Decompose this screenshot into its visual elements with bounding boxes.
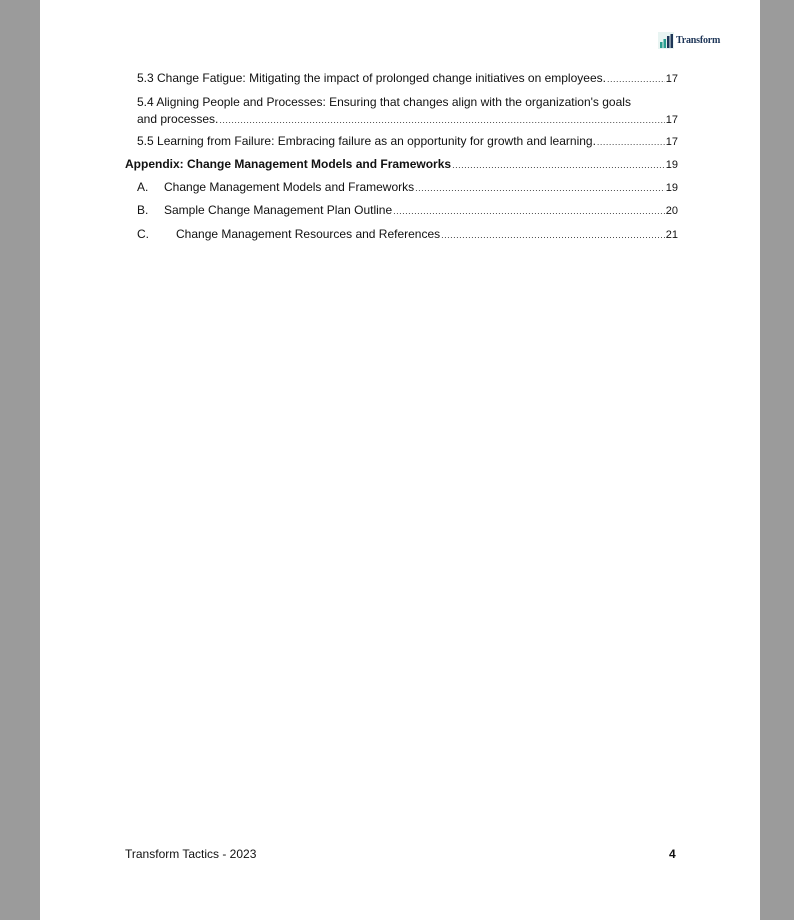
toc-leader-dots bbox=[415, 180, 665, 196]
toc-entry-page: 20 bbox=[665, 205, 678, 217]
toc-entry-appendix[interactable] bbox=[125, 157, 678, 173]
document-page bbox=[40, 0, 760, 920]
toc-entry-label: Change Management Models and Frameworks bbox=[164, 180, 415, 194]
toc-entry-label: 5.3 Change Fatigue: Mitigating the impact of prolonged change initiatives on employees. bbox=[137, 71, 606, 85]
toc-entry-label: Sample Change Management Plan Outline bbox=[164, 203, 393, 217]
toc-leader-dots bbox=[219, 112, 664, 128]
toc-leader-dots bbox=[597, 134, 665, 150]
toc-entry[interactable] bbox=[137, 203, 678, 219]
toc-entry[interactable] bbox=[137, 71, 678, 87]
toc-entry-label: Change Management Resources and References bbox=[176, 227, 441, 241]
footer-text: Transform Tactics - 2023 bbox=[125, 847, 257, 861]
toc-entry-page: 17 bbox=[665, 114, 678, 126]
toc-entry-page: 17 bbox=[665, 73, 678, 85]
toc-leader-dots bbox=[452, 157, 665, 173]
toc-entry-label-line2: and processes. bbox=[137, 112, 219, 126]
toc-entry-letter: C. bbox=[137, 227, 149, 241]
toc-entry[interactable] bbox=[137, 180, 678, 196]
toc-leader-dots bbox=[393, 203, 665, 219]
page-number: 4 bbox=[669, 847, 676, 861]
toc-entry-letter: A. bbox=[137, 180, 149, 194]
toc-entry-label-line1: 5.4 Aligning People and Processes: Ensuring that changes align with the organization's goals bbox=[137, 95, 631, 109]
toc-entry-page: 21 bbox=[665, 229, 678, 241]
logo-text: Transform bbox=[676, 34, 721, 46]
toc-entry-letter: B. bbox=[137, 203, 149, 217]
toc-entry-label: 5.5 Learning from Failure: Embracing failure as an opportunity for growth and learning. bbox=[137, 134, 596, 148]
header-logo bbox=[658, 31, 720, 49]
toc-leader-dots bbox=[607, 71, 665, 87]
toc-entry[interactable] bbox=[137, 227, 678, 243]
toc-entry[interactable] bbox=[137, 134, 678, 150]
toc-leader-dots bbox=[441, 227, 665, 243]
toc-entry-page: 17 bbox=[665, 136, 678, 148]
toc-entry[interactable] bbox=[137, 95, 678, 128]
toc-entry-page: 19 bbox=[665, 182, 678, 194]
toc-entry-label: Appendix: Change Management Models and Frameworks bbox=[125, 157, 452, 171]
toc-entry-page: 19 bbox=[665, 159, 678, 171]
bar-chart-logo-icon bbox=[658, 32, 674, 49]
